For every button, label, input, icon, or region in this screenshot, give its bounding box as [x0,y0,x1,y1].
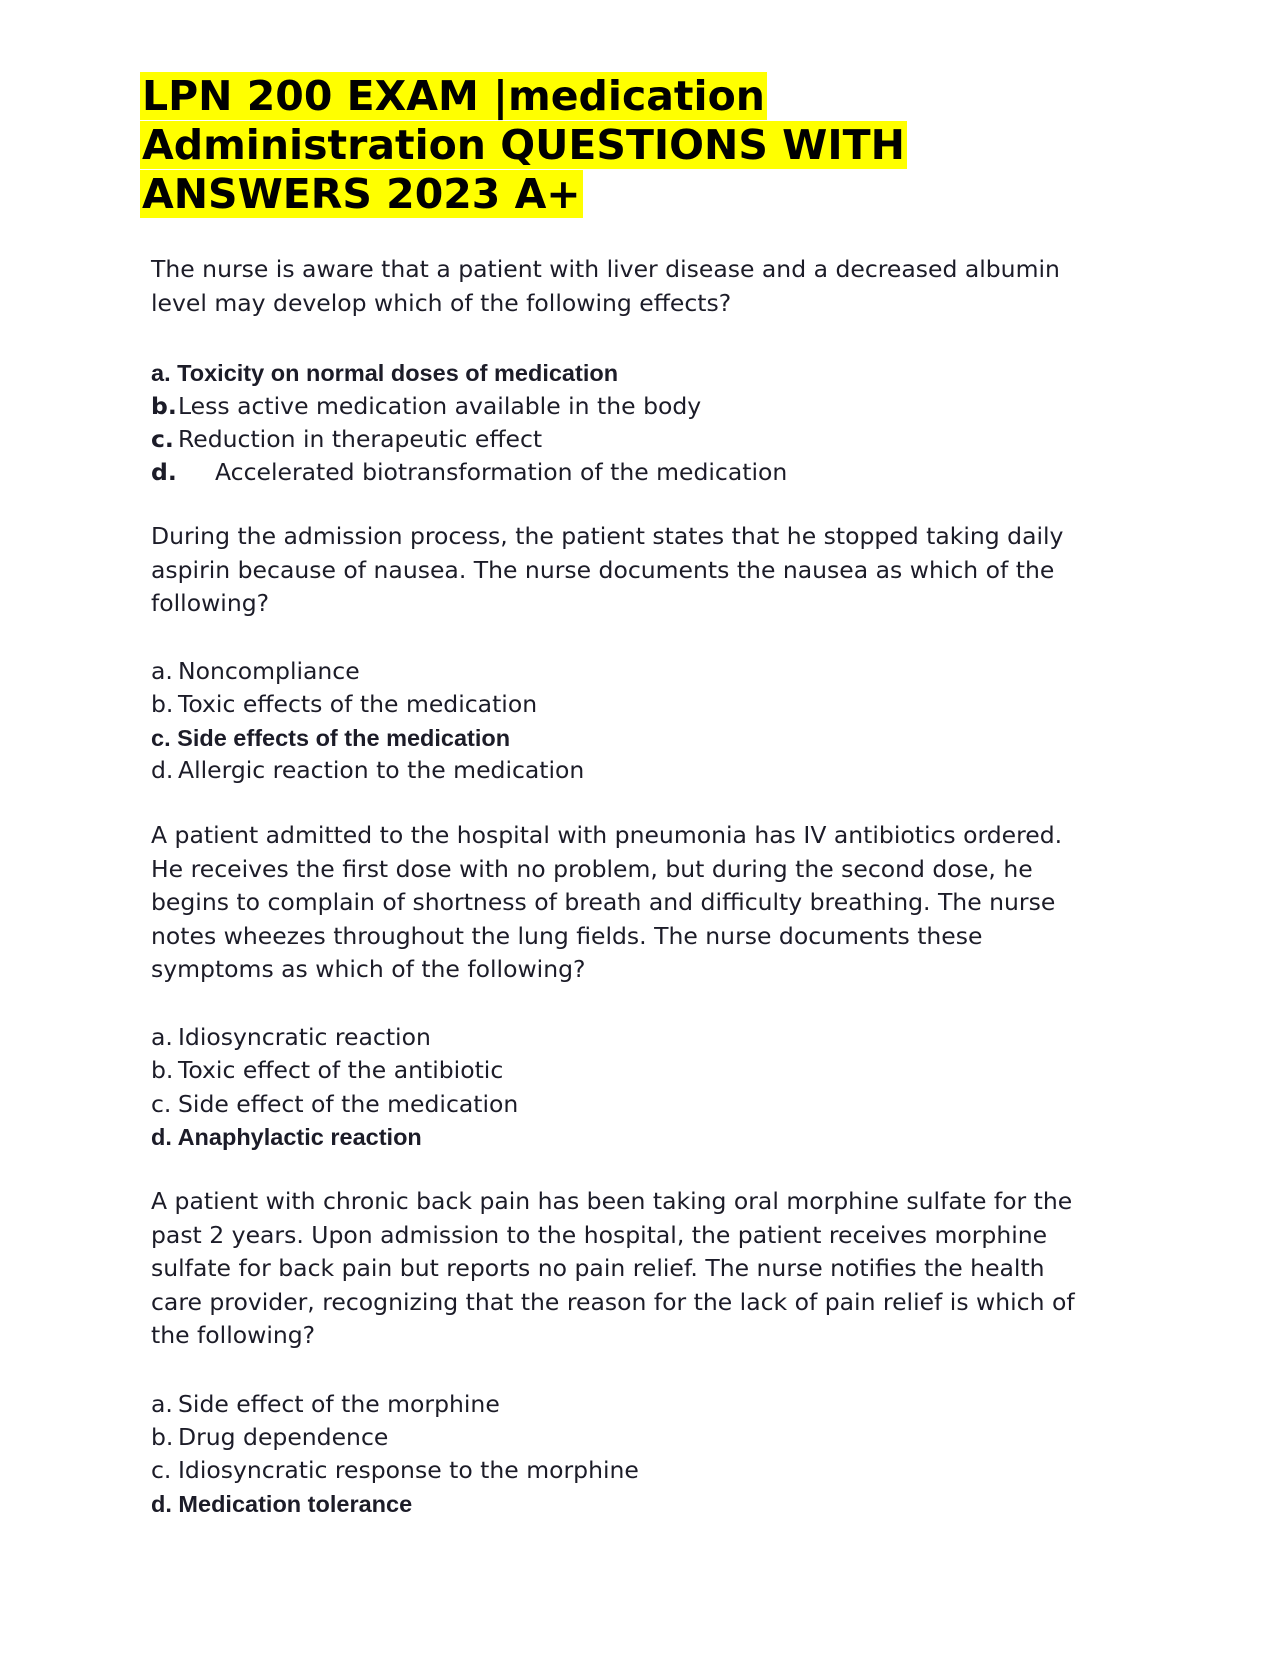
question-2-option-d [151,754,1101,787]
question-4-option-b [151,1421,1101,1454]
question-4-option-c [151,1454,1101,1487]
option-text: Anaphylactic reaction [177,1124,422,1150]
option-text: Medication tolerance [178,1491,413,1517]
option-letter: b. [151,690,174,718]
option-text: Idiosyncratic reaction [178,1023,431,1051]
question-2-stem: During the admission process, the patient states that he stopped taking daily aspirin because of nausea. The nurse documents the nausea as which of the following? [151,522,1064,617]
question-2-option-c [151,722,1101,755]
option-text: Reduction in therapeutic effect [178,425,543,453]
option-text: Toxicity on normal doses of medication [177,360,619,386]
option-text: Toxic effect of the antibiotic [178,1056,504,1084]
question-3-stem: A patient admitted to the hospital with pneumonia has IV antibiotics ordered. He receives the first dose with no problem, but during the second dose, he begins to complain of shortness of breath and difficulty breathing. The nurse notes wheezes throughout the lung fields. The nurse documents these symptoms as which of the following? [151,821,1063,983]
document-title [140,72,960,219]
question-3-option-a [151,1021,1101,1054]
option-letter: a. [151,1023,173,1051]
question-4-option-a [151,1388,1101,1421]
option-text: Side effect of the medication [178,1090,519,1118]
option-text: Accelerated biotransformation of the medication [215,458,788,486]
option-letter: d. [151,458,177,486]
option-letter: b. [151,1423,174,1451]
question-3-option-d [151,1121,1101,1154]
option-text: Side effects of the medication [177,725,511,751]
question-1-option-d [151,456,1101,489]
option-text: Allergic reaction to the medication [178,756,585,784]
option-text: Idiosyncratic response to the morphine [178,1456,639,1484]
option-letter: c. [151,1456,172,1484]
option-letter: d. [151,756,174,784]
option-text: Less active medication available in the body [178,392,702,420]
question-4-option-d [151,1488,1101,1521]
question-2-option-b [151,688,1101,721]
question-1-option-b [151,390,1101,423]
question-4-stem: A patient with chronic back pain has been taking oral morphine sulfate for the past 2 years. Upon admission to the hospital, the patient receives morphine sulfate for back pain but reports no pain relief. The nurse notifies the health care provider, recognizing that the reason for the lack of pain relief is which of the following? [151,1187,1075,1349]
option-letter: a. [151,1390,173,1418]
option-letter: a. [151,360,171,386]
question-2-option-a [151,655,1101,688]
title-highlight: LPN 200 EXAM |medication Administration QUESTIONS WITH ANSWERS 2023 A+ [142,72,905,218]
option-letter: b. [151,1056,174,1084]
option-letter: d. [151,1491,172,1517]
option-text: Toxic effects of the medication [178,690,538,718]
option-text: Noncompliance [178,657,360,685]
question-1-option-c [151,423,1101,456]
option-letter: b. [151,392,177,420]
option-letter: c. [151,1090,172,1118]
option-text: Drug dependence [178,1423,389,1451]
option-letter: c. [151,425,174,453]
option-letter: d. [151,1124,172,1150]
option-letter: c. [151,725,171,751]
option-text: Side effect of the morphine [178,1390,500,1418]
question-1-stem: The nurse is aware that a patient with liver disease and a decreased albumin level may develop which of the following effects? [151,255,1060,317]
option-letter: a. [151,657,173,685]
question-1-option-a [151,357,1101,390]
question-3-option-c [151,1088,1101,1121]
question-3-option-b [151,1054,1101,1087]
